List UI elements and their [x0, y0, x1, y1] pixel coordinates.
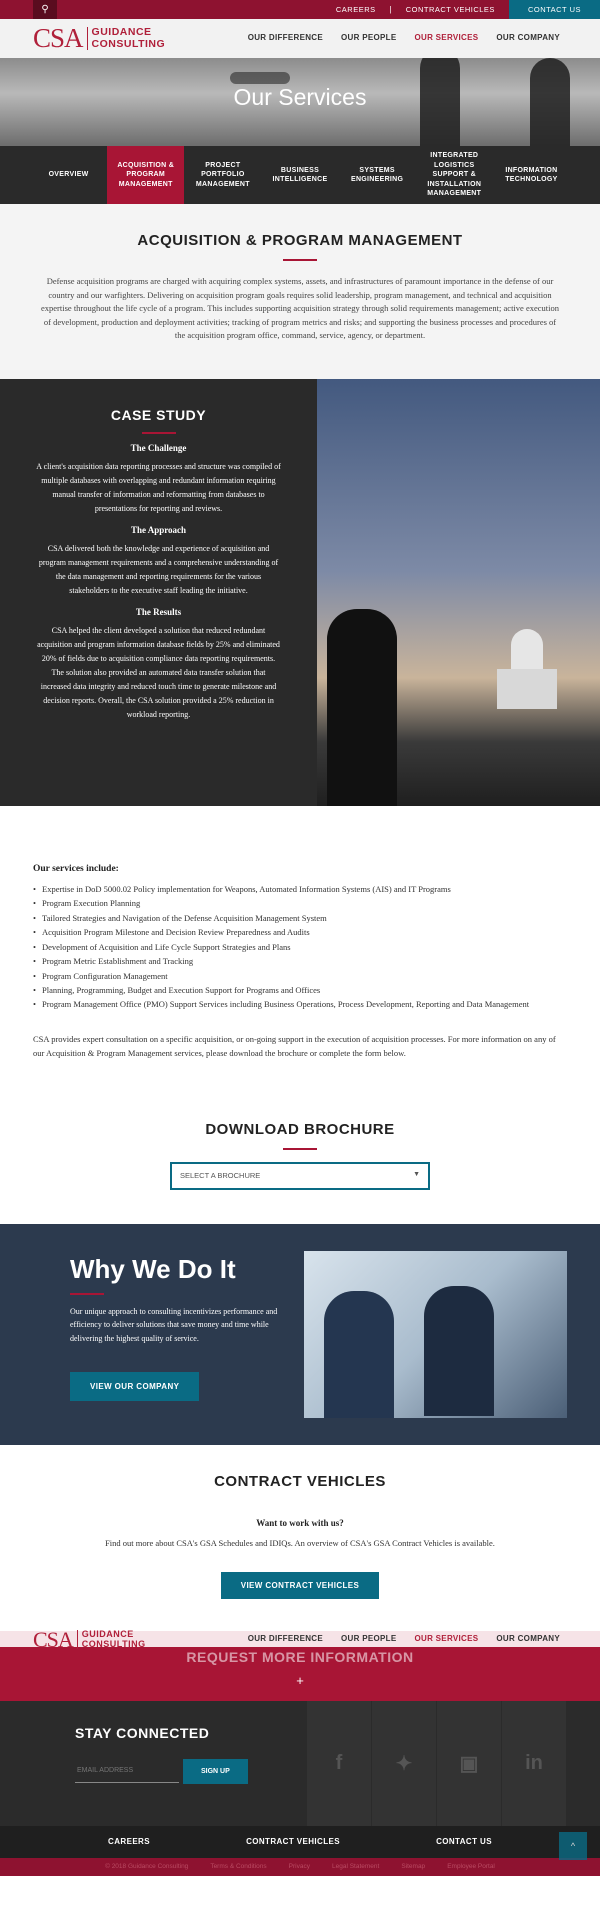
top-link-contract-vehicles[interactable]: CONTRACT VEHICLES [405, 5, 495, 14]
logo[interactable] [33, 25, 165, 52]
sticky-header [0, 1626, 600, 1652]
tab-systems-engineering[interactable]: SYSTEMS ENGINEERING [350, 166, 404, 183]
intro-section [0, 204, 600, 379]
vehicles-title: CONTRACT VEHICLES [214, 1472, 386, 1490]
helicopter-image [230, 72, 290, 84]
divider [70, 1293, 104, 1295]
stay-connected-section [0, 1701, 600, 1826]
view-company-button[interactable]: VIEW OUR COMPANY [70, 1372, 199, 1401]
results-text: CSA helped the client developed a solution that reduced redundant acquisition and program information database fields by 25% and eliminated 20% of fields due to acquisition compliance data reporting requirements. The solution also provided an automated data transfer solution that increased data integrity and reduced touch time to generate milestone and decision reports. Overall, the CSA solution provided a 25% reduction in workload reporting. [37, 625, 280, 719]
top-links [322, 0, 600, 19]
capitol-dome [511, 629, 543, 669]
footer-link-contract-vehicles[interactable]: CONTRACT VEHICLES [246, 1837, 340, 1847]
request-title: REQUEST MORE INFORMATION [186, 1648, 414, 1665]
capitol-building [497, 629, 557, 709]
services-section [0, 806, 600, 1081]
main-nav [248, 33, 560, 42]
legal-link-privacy[interactable]: Privacy [288, 1863, 310, 1871]
nav-our-company[interactable]: OUR COMPANY [496, 33, 560, 42]
tab-overview[interactable]: OVERVIEW [48, 171, 89, 179]
list-item: • Program Management Office (PMO) Support Services including Business Operations, Process Development, Reporting and Data Management [33, 997, 567, 1011]
newsletter [75, 1725, 248, 1784]
list-item: • Acquisition Program Milestone and Decision Review Preparedness and Audits [33, 925, 567, 939]
facebook-icon[interactable]: f [307, 1701, 371, 1826]
nav-our-services[interactable]: OUR SERVICES [414, 33, 479, 42]
search-icon[interactable]: ⚲ [33, 0, 57, 19]
case-study-text [0, 379, 317, 806]
why-text [70, 1254, 290, 1401]
logo-line1: GUIDANCE [91, 26, 152, 39]
tab-integrated-logistics[interactable]: INTEGRATED LOGISTICS SUPPORT & INSTALLATION MANAGEMENT [427, 152, 482, 198]
top-link-contact[interactable]: CONTACT US [509, 0, 600, 19]
legal-link-statement[interactable]: Legal Statement [331, 1863, 380, 1871]
logo-text [77, 1630, 146, 1649]
intro-body: Defense acquisition programs are charged with acquiring complex systems, assets, and infrastructures of paramount importance in the defense of our country and our warfighters. Delivering on acquisition program goals requires solid leadership, program management, and technical and acquisition expertise throughout the life cycle of a program. This includes supporting acquisition strategy through solid requirements management; active execution of development, production and deployment activities; tracking of program metrics and risks; and supporting the business processes and procedures of the acquisition program office, command, service, agency, or department. [41, 276, 559, 341]
contract-vehicles-section [0, 1445, 600, 1631]
request-info-section[interactable] [0, 1647, 600, 1701]
tab-information-technology[interactable]: INFORMATION TECHNOLOGY [505, 166, 558, 183]
legal-link-terms[interactable]: Terms & Conditions [210, 1863, 267, 1871]
list-item: • Planning, Programming, Budget and Execution Support for Programs and Offices [33, 983, 567, 997]
brochure-section [0, 1081, 600, 1224]
signup-form [75, 1759, 248, 1784]
section-title: ACQUISITION & PROGRAM MANAGEMENT [137, 232, 463, 249]
challenge-title: The Challenge [130, 442, 187, 453]
brochure-select-value: SELECT A BROCHURE [180, 1170, 261, 1180]
person-image [324, 1291, 394, 1418]
view-contract-vehicles-button[interactable]: VIEW CONTRACT VEHICLES [221, 1572, 380, 1599]
nav-our-services[interactable]: OUR SERVICES [414, 1633, 479, 1643]
site-header [0, 19, 600, 58]
case-study-section [0, 379, 600, 806]
case-study-title: CASE STUDY [110, 406, 207, 423]
why-section [0, 1224, 600, 1445]
logo-line2: CONSULTING [81, 1638, 146, 1649]
services-closing: CSA provides expert consultation on a specific acquisition, or on-going support in the execution of acquisition processes. For more information on any of our Acquisition & Program Management services, please download the brochure or complete the form below. [33, 1033, 556, 1059]
page-title: Our Services [233, 84, 367, 110]
brochure-title: DOWNLOAD BROCHURE [205, 1120, 395, 1138]
capitol-base [497, 669, 557, 709]
nav-our-company[interactable]: OUR COMPANY [496, 1633, 560, 1643]
main-nav [248, 1634, 560, 1643]
logo-text [87, 27, 166, 49]
back-to-top-icon[interactable]: ^ [559, 1832, 587, 1860]
why-title: Why We Do It [70, 1253, 236, 1284]
hero-banner [0, 58, 600, 146]
chevron-down-icon: ▼ [413, 1170, 420, 1178]
services-list [33, 882, 567, 1012]
capitol-photo [317, 379, 600, 806]
services-heading: Our services include: [33, 863, 119, 874]
approach-title: The Approach [130, 524, 187, 535]
divider [283, 259, 317, 261]
logo-mark: CSA [33, 1626, 73, 1652]
challenge-text: A client's acquisition data reporting processes and structure was compiled of multiple databases with overlapping and redundant information requiring manual transfer of information and reformatting from databases to presentations for reporting and reviews. [36, 461, 281, 513]
email-field[interactable] [75, 1759, 179, 1783]
vehicles-subtitle: Want to work with us? [256, 1517, 344, 1528]
legal-bar [0, 1858, 600, 1876]
top-bar [0, 0, 600, 19]
plus-icon[interactable]: + [296, 1672, 304, 1688]
list-item: • Program Metric Establishment and Tracking [33, 954, 567, 968]
tab-acquisition-program-management[interactable]: ACQUISITION & PROGRAM MANAGEMENT [107, 146, 184, 204]
brochure-select[interactable] [170, 1162, 430, 1190]
vehicles-body: Find out more about CSA's GSA Schedules and IDIQs. An overview of CSA's GSA Contract Vehicles is available. [105, 1537, 495, 1548]
twitter-icon[interactable]: ✦ [372, 1701, 436, 1826]
logo-mark: CSA [33, 23, 83, 53]
nav-our-people[interactable]: OUR PEOPLE [341, 33, 397, 42]
legal-link-employee-portal[interactable]: Employee Portal [447, 1863, 495, 1871]
divider [142, 432, 176, 434]
stay-title: STAY CONNECTED [75, 1724, 210, 1741]
top-link-separator: | [389, 5, 392, 14]
footer-link-contact[interactable]: CONTACT US [436, 1837, 492, 1847]
results-title: The Results [135, 606, 182, 617]
sign-up-button[interactable]: SIGN UP [183, 1759, 248, 1784]
nav-our-difference[interactable]: OUR DIFFERENCE [247, 33, 324, 42]
list-item: • Expertise in DoD 5000.02 Policy implementation for Weapons, Automated Information Systems (AIS) and IT Programs [33, 882, 567, 896]
list-item: • Tailored Strategies and Navigation of the Defense Acquisition Management System [33, 911, 567, 925]
logo-line2: CONSULTING [91, 37, 166, 50]
tab-project-portfolio-management[interactable]: PROJECT PORTFOLIO MANAGEMENT [195, 161, 250, 188]
logo[interactable] [33, 1626, 146, 1652]
person-image [424, 1286, 494, 1416]
linkedin-icon[interactable]: in [502, 1701, 566, 1826]
nav-our-people[interactable]: OUR PEOPLE [341, 1633, 397, 1643]
instagram-icon[interactable]: ▣ [437, 1701, 501, 1826]
soldier-silhouette [327, 609, 397, 806]
legal-link-sitemap[interactable]: Sitemap [401, 1863, 426, 1871]
tab-business-intelligence[interactable]: BUSINESS INTELLIGENCE [272, 166, 328, 183]
handshake-photo [304, 1251, 567, 1418]
list-item: • Program Execution Planning [33, 896, 567, 910]
social-links [307, 1701, 567, 1826]
top-link-careers[interactable]: CAREERS [335, 5, 376, 14]
divider [283, 1148, 317, 1150]
service-tabs [0, 146, 600, 204]
approach-text: CSA delivered both the knowledge and experience of acquisition and program management requirements and a comprehensive understanding of the data management and reporting requirements for the various stakeholders to the executive staff leading the initiative. [38, 543, 279, 595]
footer-links [0, 1826, 600, 1858]
logo-line1: GUIDANCE [81, 1629, 134, 1640]
why-body: Our unique approach to consulting incentivizes performance and efficiency to deliver solutions that save money and time while delivering the highest quality of service. [70, 1306, 278, 1343]
nav-our-difference[interactable]: OUR DIFFERENCE [247, 1633, 324, 1643]
copyright: © 2018 Guidance Consulting [105, 1863, 189, 1871]
footer-link-careers[interactable]: CAREERS [108, 1837, 150, 1847]
list-item: • Development of Acquisition and Life Cycle Support Strategies and Plans [33, 940, 567, 954]
list-item: • Program Configuration Management [33, 969, 567, 983]
